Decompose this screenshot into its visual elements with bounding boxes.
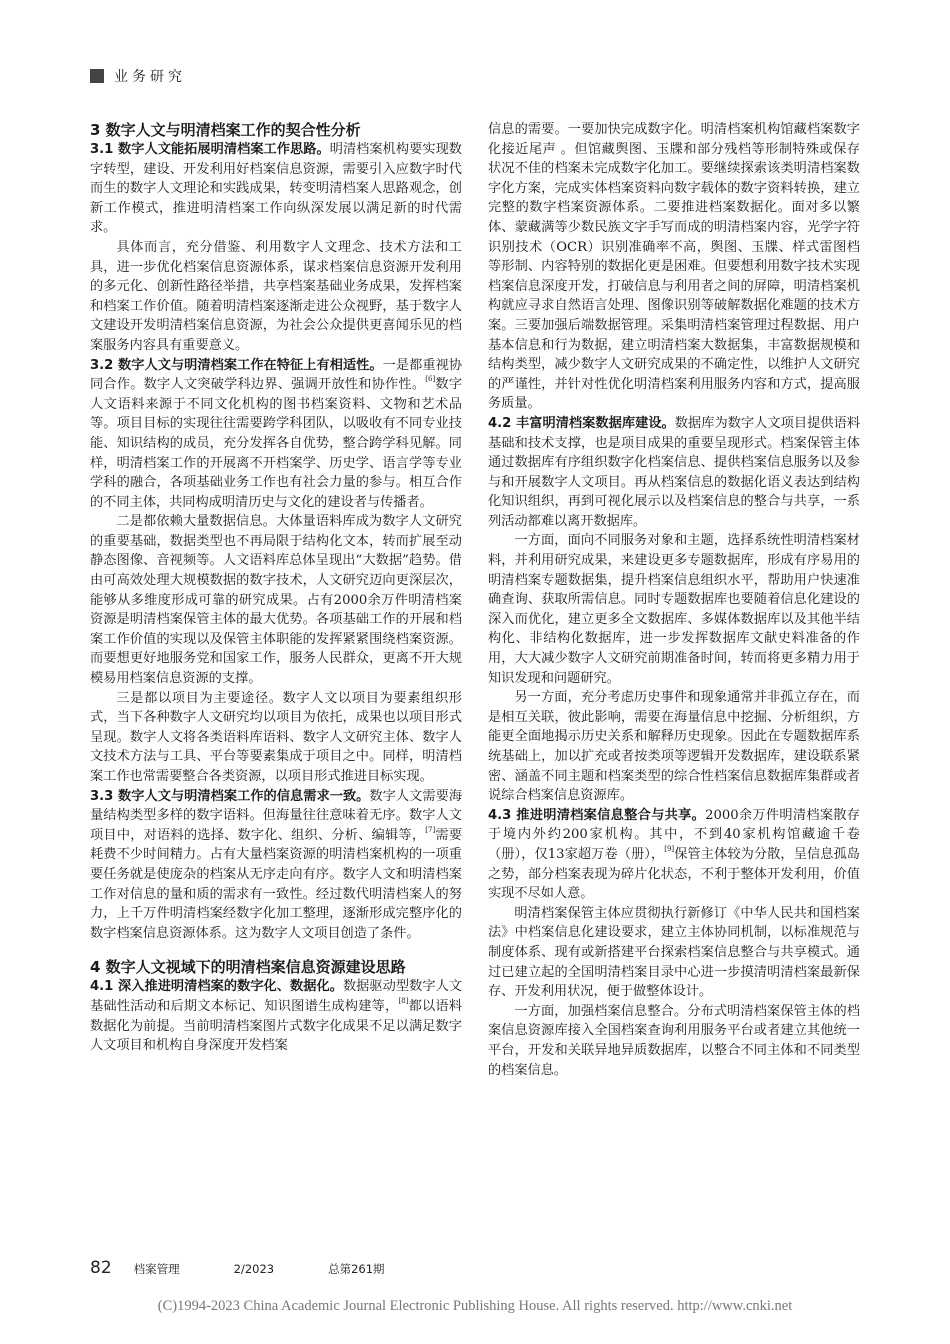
paragraph-4-3 — [488, 806, 860, 904]
paragraph-4-2 — [488, 414, 860, 532]
paragraph-4-1-continued: 信息的需要。一要加快完成数字化。明清档案机构馆藏档案数字化接近尾声 。但馆藏舆图、玉牒和部分残档等形制特殊或保存状况不佳的档案未完成数字化加工。要继续探索该类明清档案数字化方案，完成实体档案资料向数字载体的数字资料转换，建立完整的数字档案资源体系。二要推进档案数据化。面对多以繁体、蒙藏满等少数民族文字手写而成的明清档案内容，光学字符识别技术（OCR）识别准确率不高，舆图、玉牒、样式雷图档等形制、内容特别的数据化更是困难。但要想利用数字技术实现档案信息深度开发，打破信息与利用者之间的屏障，明清档案机构就应寻求自然语言处理、图像识别等破解数据化难题的技术方案。三要加强后端数据管理。采集明清档案管理过程数据、用户基本信息和行为数据，建立明清档案大数据集，丰富数据规模和结构类型，减少数字人文研究成果的不确定性，以维护人文研究的严谨性，并针对性优化明清档案利用服务内容和方式，提高服务质量。 — [488, 122, 860, 412]
paragraph-archive-law: 明清档案保管主体应贯彻执行新修订《中华人民共和国档案法》中档案信息化建设要求，建立主体协同机制，以标准规范与制度体系、现有或新搭建平台探索档案信息整合与共享模式。通过已建立起的全国明清档案目录中心进一步摸清明清档案最新保存、开发利用状况，便于做整体设计。 — [488, 905, 860, 1000]
paragraph-integrated-database: 另一方面，充分考虑历史事件和现象通常并非孤立存在，而是相互关联，彼此影响，需要在海量信息中挖掘、分析组织，方能更全面地揭示历史关系和解释历史现象。因此在专题数据库系统基础上，加以扩充或者按类项等逻辑开发数据库，建设联系紧密、涵盖不同主题和档案类型的综合性档案信息数据库集群或者说综合档案信息资源库。 — [488, 690, 860, 804]
issue-number: 2/2023 — [233, 1262, 275, 1276]
paragraph-3-2-text-b: 数字人文语料来源于不同文化机构的图书档案资料、文物和艺术品等。项目目标的实现往往需要跨学科团队，以吸收有不同专业技能、知识结构的成员，充分发挥各自优势，整合跨学科见解。同样，明清档案工作的开展离不开档案学、历史学、语言学等专业学科的融合，各项基础业务工作也有社会力量的参与。相互合作的不同主体，共同构成明清历史与文化的建设者与传播者。 — [90, 377, 463, 510]
paragraph-integration: 一方面，加强档案信息整合。分布式明清档案保管主体的档案信息资源库接入全国档案查询利用服务平台或者建立其他统一平台，开发和关联异地异质数据库，以整合不同主体和不同类型的档案信息。 — [488, 1003, 860, 1078]
section-3-heading: 3 数字人文与明清档案工作的契合性分析 — [90, 121, 361, 139]
paragraph-3-2-text-a: 一是都重视协同合作。数字人文突破学科边界、强调开放性和协作性。 — [90, 357, 463, 393]
total-issue: 总第261期 — [328, 1262, 385, 1276]
page-footer — [90, 1258, 439, 1278]
paragraph-topic-database: 一方面，面向不同服务对象和主题，选择系统性明清档案材料，并利用研究成果，来建设更多专题数据库，形成有序易用的明清档案专题数据集，提升档案信息组织水平，帮助用户快速准确查询、获取所需信息。同时专题数据库也要随着信息化建设的深入而优化，建立更多全文数据库、多媒体数据库以及其他半结构化、非结构化数据库，进一步发挥数据库文献史料准备的作用，大大减少数字人文研究前期准备时间，转而将更多精力用于知识发现和问题研究。 — [488, 533, 860, 686]
subsection-3-2-title: 3.2 数字人文与明清档案工作在特征上有相适性。 — [90, 357, 383, 373]
paragraph-4-1-text-b: 都以语料数据化为前提。当前明清档案图片式数字化成果不足以满足数字人文项目和机构自身深度开发档案 — [90, 998, 463, 1054]
header-section-label: 业务研究 — [114, 69, 186, 85]
citation-8: [8] — [398, 996, 409, 1005]
subsection-3-1-title: 3.1 数字人文能拓展明清档案工作思路。 — [90, 142, 330, 157]
citation-6: [6] — [425, 375, 436, 384]
left-column — [90, 120, 462, 1056]
paragraph-4-3-text-a: 2000余万件明清档案散存于境内外约200家机构。其中，不到40家机构馆藏逾千卷（册），仅13家超万卷（册）， — [488, 807, 860, 862]
journal-name: 档案管理 — [133, 1262, 180, 1276]
paragraph-3-1-text: 明清档案机构要实现数字转型，建设、开发利用好档案信息资源，需要引入应数字时代而生的数字人文理论和实践成果，转变明清档案人思路观念，创新工作模式，推进明清档案工作向纵深发展以满足新的时代需求。 — [90, 142, 462, 236]
paragraph-3-1 — [90, 140, 462, 238]
running-header — [90, 66, 186, 86]
page-number: 82 — [90, 1258, 112, 1278]
subsection-4-1-title: 4.1 深入推进明清档案的数字化、数据化。 — [90, 979, 343, 995]
header-square-icon — [90, 69, 104, 83]
paragraph-3-3-text-a: 数字人文需要海量结构类型多样的数字语料。但海量往往意味着无序。数字人文项目中，对语料的选择、数字化、组织、分析、编辑等， — [90, 788, 463, 843]
section-4-heading: 4 数字人文视域下的明清档案信息资源建设思路 — [90, 958, 406, 977]
subsection-4-3-title: 4.3 推进明清档案信息整合与共享。 — [488, 807, 706, 823]
paragraph-4-2-text: 数据库为数字人文项目提供语料基础和技术支撑，也是项目成果的重要呈现形式。档案保管主体通过数据库有序组织数字化档案信息、提供档案信息服务以及参与和开展数字人文项目。再从档案信息的数据化语义表达到结构化知识组织，再到可视化展示以及档案信息的整合与共享，一系列活动都难以离开数据库。 — [488, 415, 861, 529]
paragraph-3-3 — [90, 787, 462, 944]
paragraph-4-3-text-b: 保管主体较为分散，呈信息孤岛之势，部分档案表现为碎片化状态，不利于整体开发利用，价值实现不尽如人意。 — [488, 846, 860, 902]
paragraph-3-2 — [90, 356, 462, 513]
citation-7: [7] — [425, 825, 436, 834]
paragraph-4-1-text-a: 数据驱动型数字人文基础性活动和后期文本标记、知识图谱生成构建等， — [90, 979, 463, 1014]
paragraph-3-1-detail: 具体而言，充分借鉴、利用数字人文理念、技术方法和工具，进一步优化档案信息资源体系，谋求档案信息资源开发利用的多元化、创新性路径举措，共享档案基础业务成果，发挥档案和档案工作价值。随着明清档案逐渐走进公众视野，基于数字人文建设开发明清档案信息资源，为社会公众提供更喜闻乐见的档案服务内容具有重要意义。 — [90, 239, 462, 353]
citation-9: [9] — [664, 844, 675, 853]
subsection-4-2-title: 4.2 丰富明清档案数据库建设。 — [488, 415, 675, 431]
paragraph-data-reliance: 二是都依赖大量数据信息。大体量语料库成为数字人文研究的重要基础，数据类型也不再局限于结构化文本，转而扩展至动静态图像、音视频等。人文语料库总体呈现出“大数据”趋势。借由可高效处理大规模数据的数字技术，人文研究迈向更深层次，能够从多维度形成可靠的研究成果。占有2000余万件明清档案资源是明清档案保管主体的最大优势。各项基础工作的开展和档案工作价值的实现以及保管主体职能的发挥紧紧围绕档案资源。而要想更好地服务党和国家工作，服务人民群众，更离不开大规模易用档案信息资源的支撑。 — [90, 514, 462, 687]
paragraph-4-1 — [90, 977, 462, 1055]
copyright-line: (C)1994-2023 China Academic Journal Electronic Publishing House. All rights reserved. http://www.cnki.net — [157, 1298, 793, 1314]
right-column — [488, 120, 860, 1080]
subsection-3-3-title: 3.3 数字人文与明清档案工作的信息需求一致。 — [90, 788, 370, 804]
paragraph-3-3-text-b: 需要耗费不少时间精力。占有大量档案资源的明清档案机构的一项重要任务就是使庞杂的档案从无序走向有序。数字人文和明清档案工作对信息的量和质的需求有一致性。经过数代明清档案人的努力，上千万件明清档案经数字化加工整理，逐渐形成完整序化的数字档案信息资源体系。这为数字人文项目创造了条件。 — [90, 827, 463, 941]
paragraph-project-approach: 三是都以项目为主要途径。数字人文以项目为要素组织形式，当下各种数字人文研究均以项目为依托，成果也以项目形式呈现。数字人文将各类语料库语料、数字人文研究主体、数字人文技术方法与工具、平台等要素集成于项目之中。同样，明清档案工作也常需要整合各类资源，以项目形式推进目标实现。 — [90, 690, 462, 784]
